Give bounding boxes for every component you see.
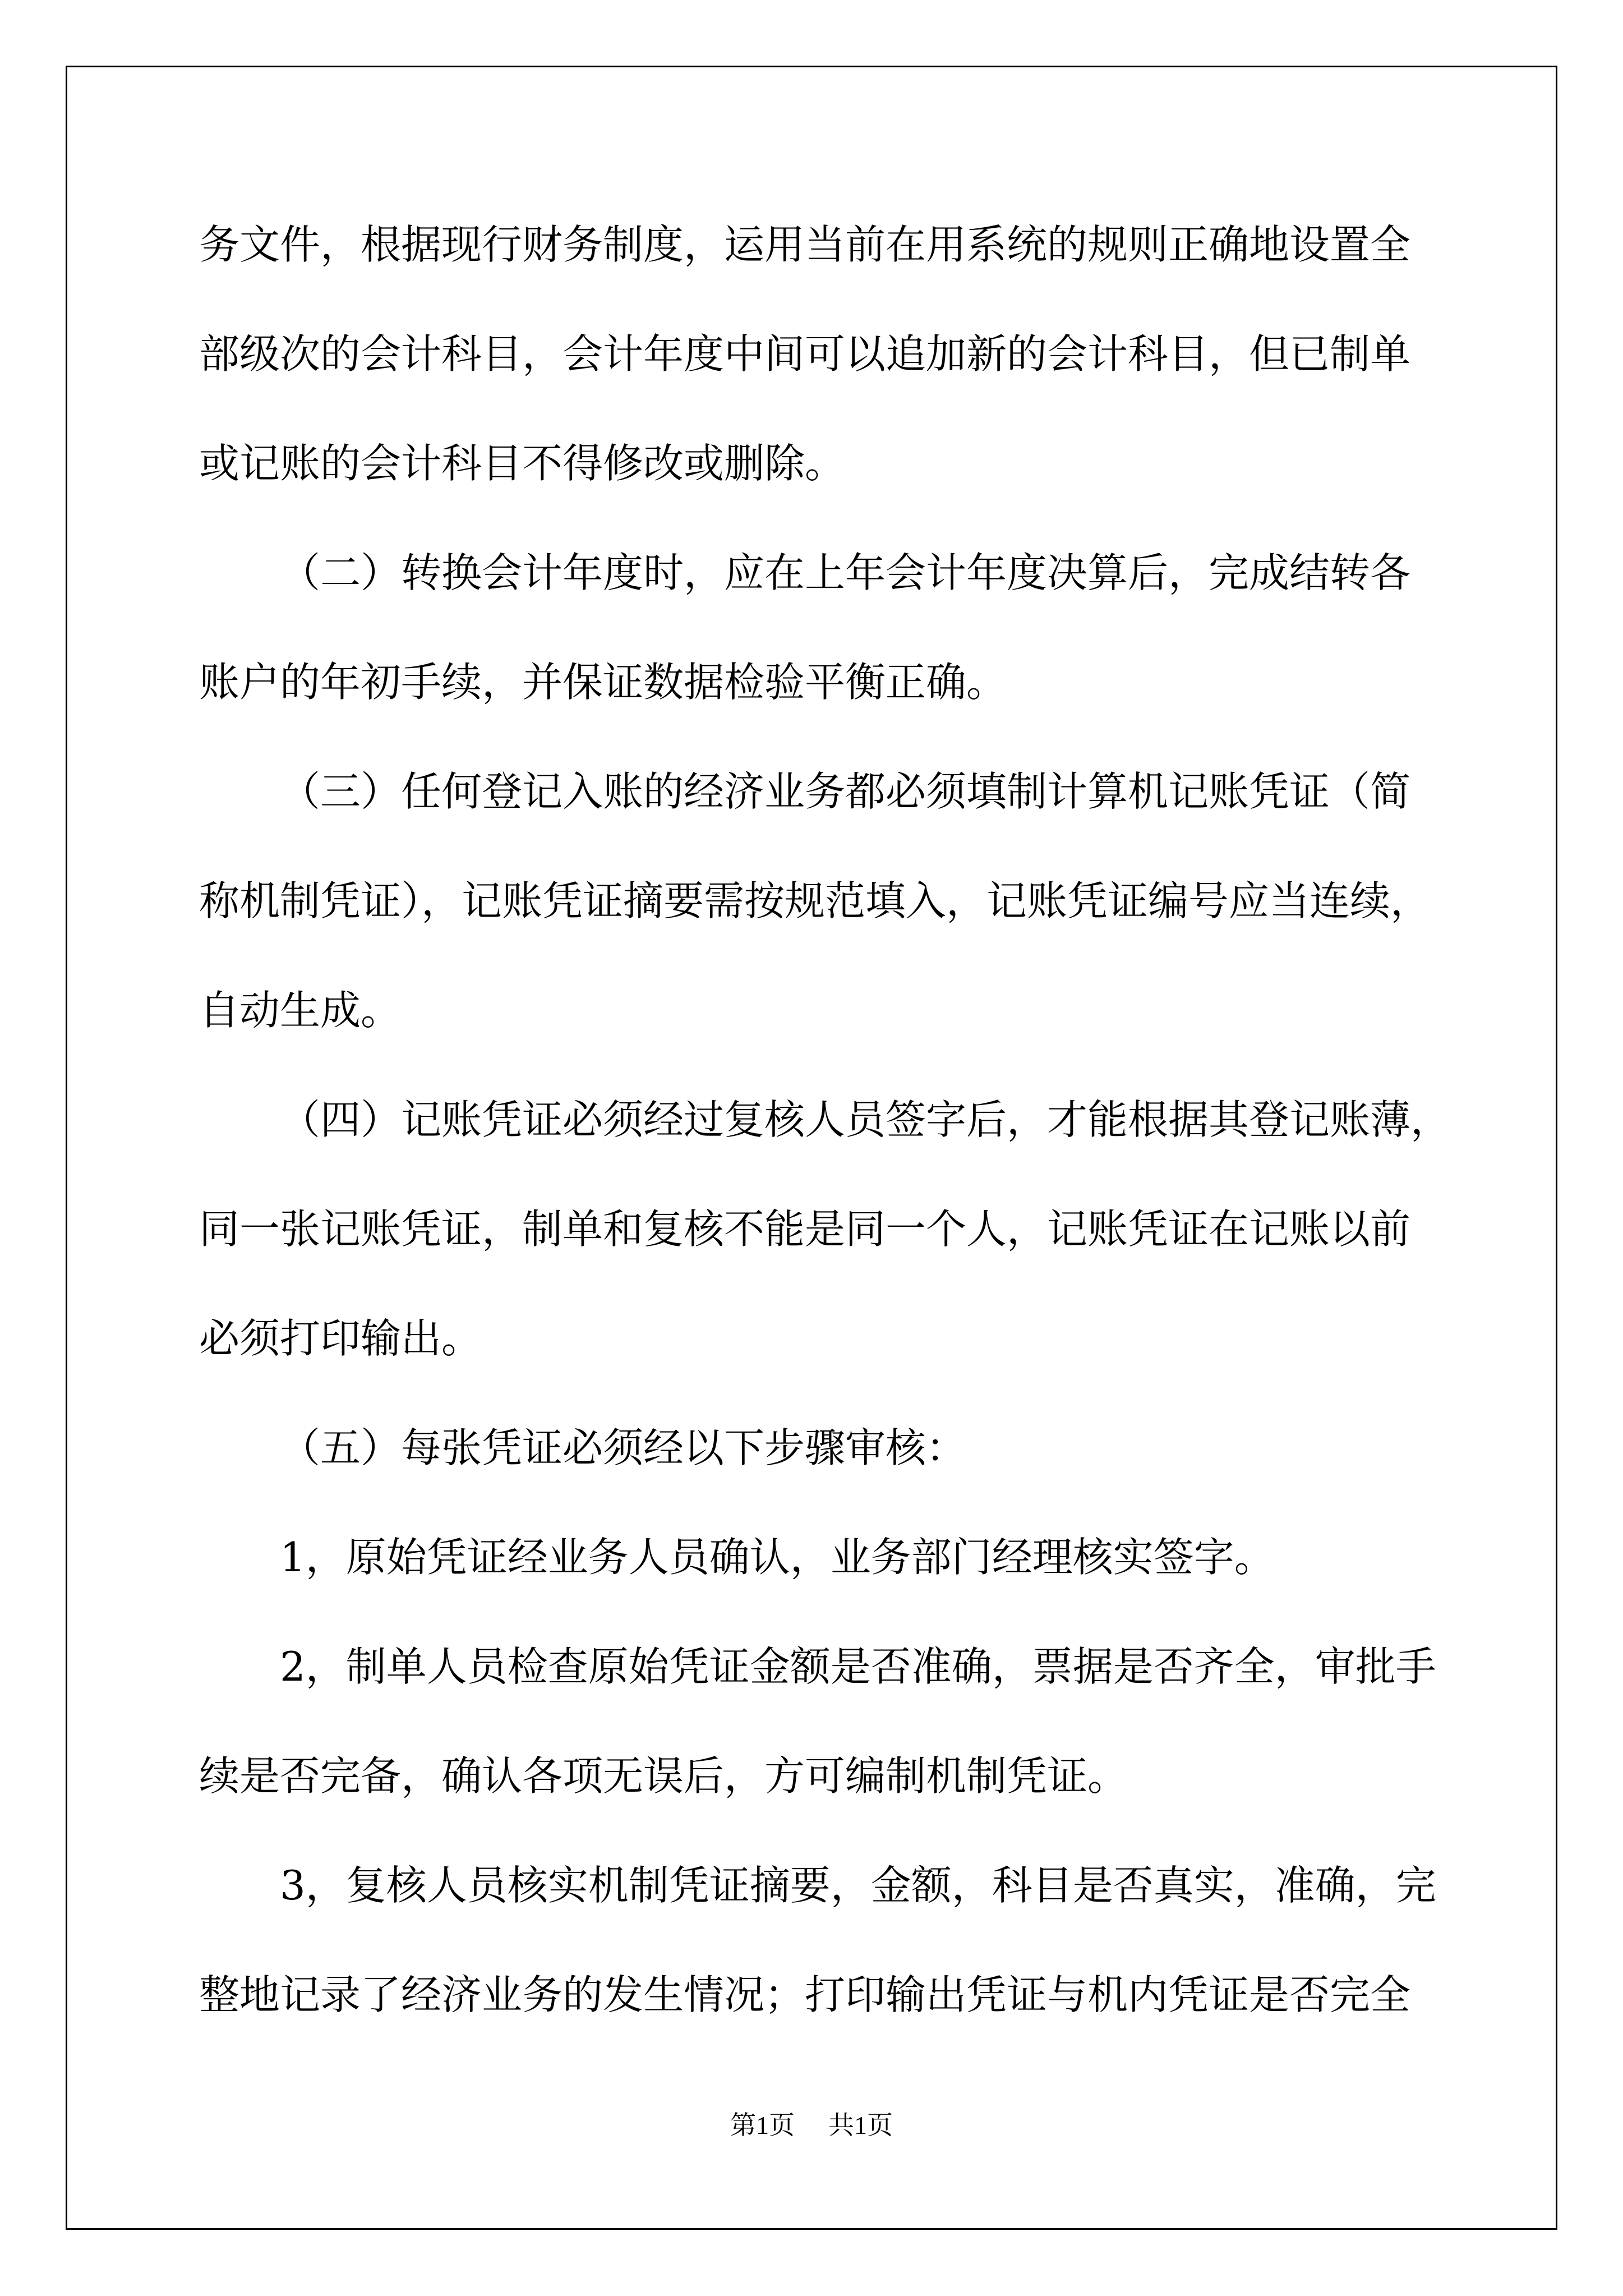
page-number: 第1页 — [730, 2111, 795, 2139]
text-line: 务文件，根据现行财务制度，运用当前在用系统的规则正确地设置全 — [199, 221, 1411, 268]
text-line: 自动生成。 — [199, 987, 402, 1034]
text-line: 整地记录了经济业务的发生情况；打印输出凭证与机内凭证是否完全 — [199, 1971, 1411, 2018]
text-line: 账户的年初手续，并保证数据检验平衡正确。 — [199, 659, 1007, 706]
text-line: 必须打印输出。 — [199, 1315, 482, 1362]
text-line: 或记账的会计科目不得修改或删除。 — [199, 440, 846, 487]
text-line: 部级次的会计科目，会计年度中间可以追加新的会计科目，但已制单 — [199, 330, 1411, 378]
page-footer — [0, 2113, 1623, 2138]
text-line: 1，原始凭证经业务人员确认，业务部门经理核实签字。 — [280, 1534, 1275, 1581]
text-line: 3，复核人员核实机制凭证摘要，金额，科目是否真实，准确，完 — [280, 1862, 1436, 1909]
text-line: （五）每张凭证必须经以下步骤审核： — [280, 1424, 967, 1471]
text-line: （二）转换会计年度时，应在上年会计年度决算后，完成结转各 — [280, 549, 1411, 596]
text-line: （三）任何登记入账的经济业务都必须填制计算机记账凭证（简 — [280, 768, 1411, 815]
text-line: 续是否完备，确认各项无误后，方可编制机制凭证。 — [199, 1752, 1128, 1800]
text-line: 同一张记账凭证，制单和复核不能是同一个人，记账凭证在记账以前 — [199, 1205, 1411, 1253]
text-line: 称机制凭证），记账凭证摘要需按规范填入，记账凭证编号应当连续， — [199, 877, 1431, 924]
text-line: （四）记账凭证必须经过复核人员签字后，才能根据其登记账薄， — [280, 1096, 1451, 1143]
page-total: 共1页 — [828, 2111, 893, 2139]
text-line: 2，制单人员检查原始凭证金额是否准确，票据是否齐全，审批手 — [280, 1643, 1436, 1690]
